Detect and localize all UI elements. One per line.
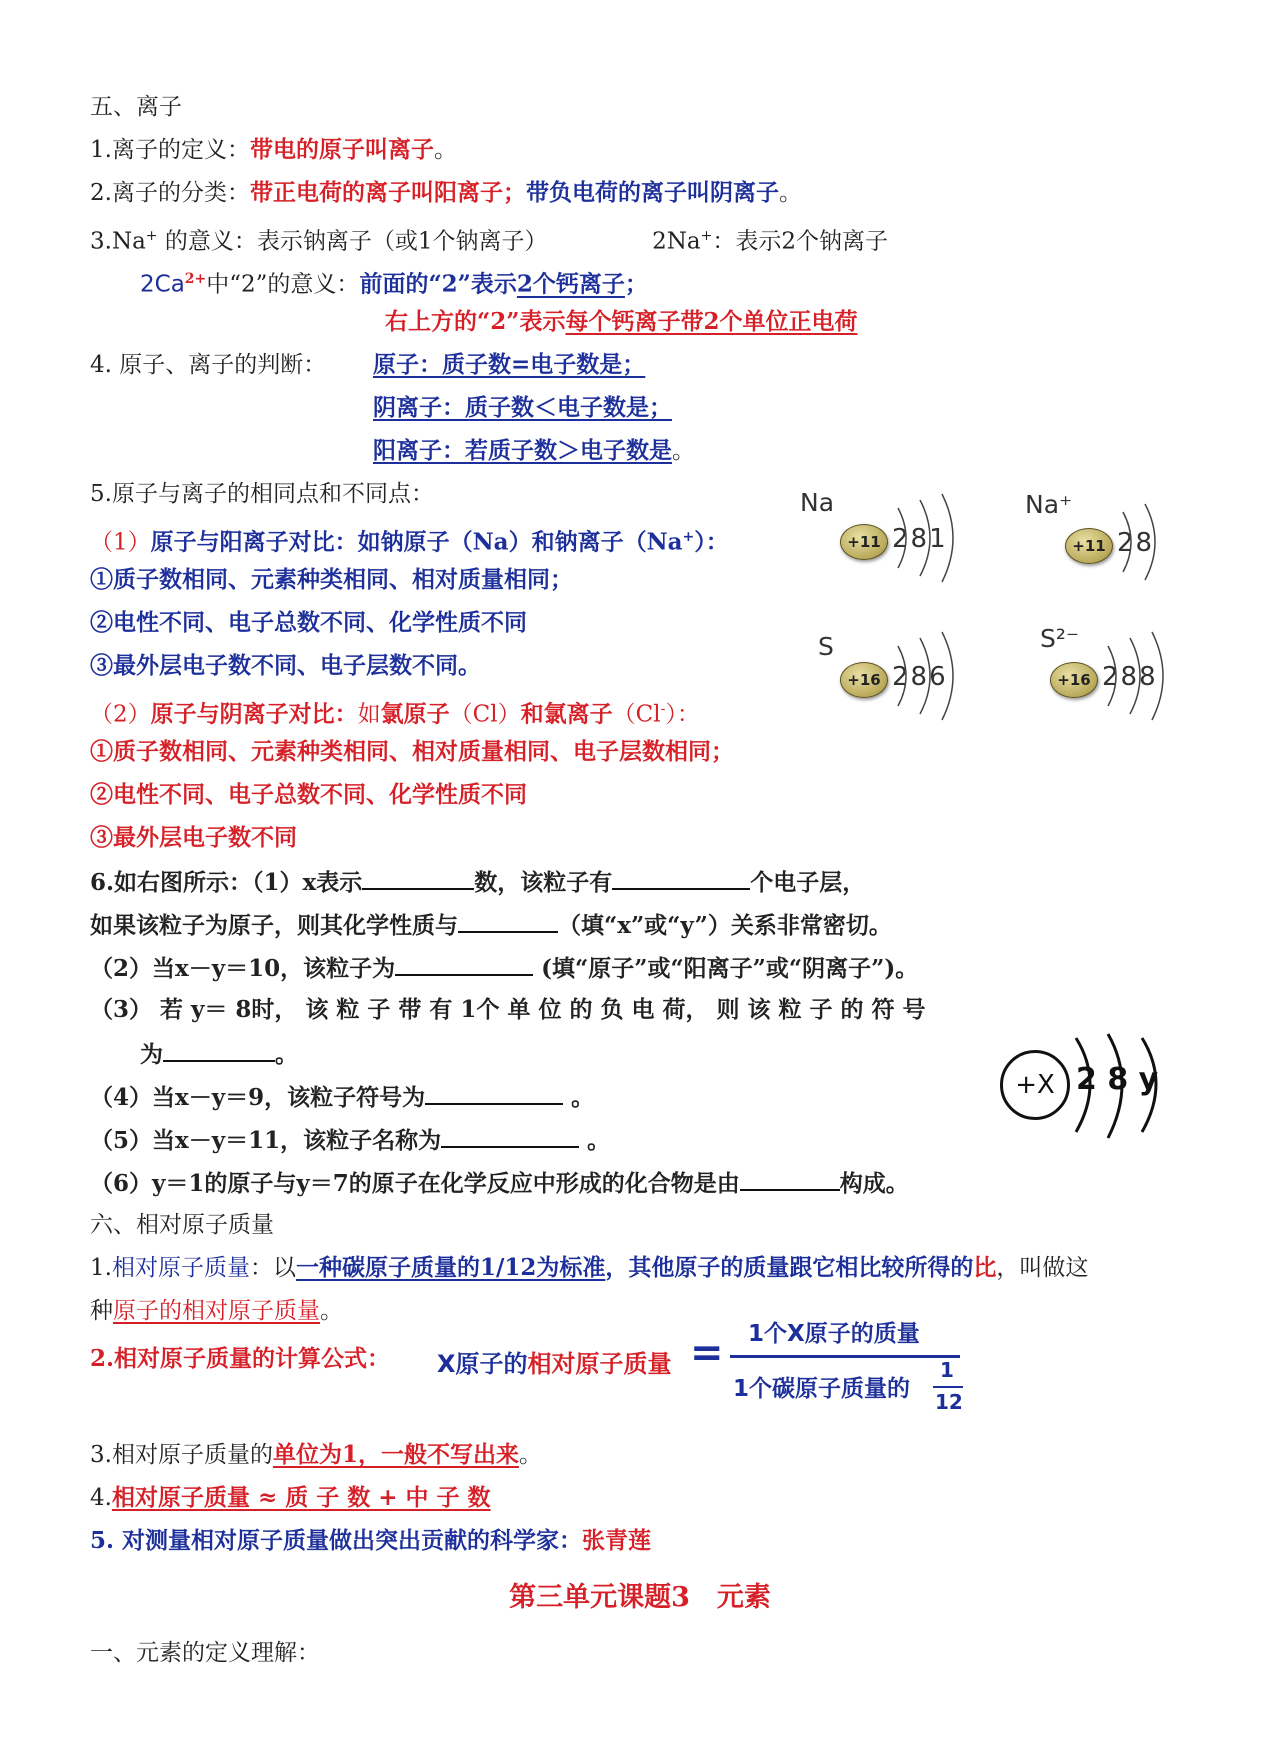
fraction-bar xyxy=(730,1355,960,1358)
particle-structure-diagram xyxy=(990,1028,1190,1148)
electron-shell-arcs xyxy=(1070,1028,1190,1148)
electron-shell-arcs xyxy=(890,622,990,722)
anion-diff-2: ③最外层电子数不同 xyxy=(90,824,297,851)
atom-diagram-s-ion: S²⁻ +16 288 xyxy=(1020,622,1210,722)
section-heading-elements: 一、元素的定义理解： xyxy=(90,1640,320,1666)
anion-same-points: ①质子数相同、元素种类相同、相对质量相同、电子层数相同； xyxy=(90,738,734,765)
judgement-atom: 原子：质子数=电子数是； xyxy=(373,351,646,378)
cation-comparison: （1）原子与阳离子对比：如钠原子（Na）和钠离子（Na+）： xyxy=(90,528,729,556)
electron-shell-arcs xyxy=(1100,622,1200,722)
q6-line-3: （2）当x－y＝10，该粒子为 (填“原子”或“阳离子”或“阴离子”)。 xyxy=(90,952,918,984)
anion-comparison: （2）原子与阴离子对比：如氯原子（Cl）和氯离子（Cl-）： xyxy=(90,700,700,728)
q6-line-8: （6）y＝1的原子与y＝7的原子在化学反应中形成的化合物是由 构成。 xyxy=(90,1167,909,1199)
electron-shell-arcs xyxy=(890,488,990,588)
cation-diff-1: ②电性不同、电子总数不同、化学性质不同 xyxy=(90,609,527,636)
answer-blank[interactable] xyxy=(163,1038,275,1062)
q6-line-1: 6.如右图所示：（1）x表示 数，该粒子有 个电子层， xyxy=(90,866,865,898)
scientist-contribution: 5. 对测量相对原子质量做出突出贡献的科学家：张青莲 xyxy=(90,1527,652,1554)
formula-denominator: 1个碳原子质量的 xyxy=(733,1376,911,1402)
answer-blank[interactable] xyxy=(362,866,474,890)
small-fraction-numerator: 1 xyxy=(940,1358,954,1382)
formula-numerator: 1个X原子的质量 xyxy=(748,1321,920,1347)
answer-blank[interactable] xyxy=(425,1081,563,1105)
q6-line-2: 如果该粒子为原子，则其化学性质与 （填“x”或“y”）关系非常密切。 xyxy=(90,909,892,941)
relative-mass-definition-cont: 种原子的相对原子质量。 xyxy=(90,1298,343,1324)
cation-same-points: ①质子数相同、元素种类相同、相对质量相同； xyxy=(90,566,573,593)
ca-charge-meaning: 右上方的“2”表示每个钙离子带2个单位正电荷 xyxy=(385,308,858,335)
shell-electron-counts: 2 8 y xyxy=(1076,1062,1159,1097)
unit-title: 第三单元课题3 元素 xyxy=(509,1582,771,1613)
relative-mass-definition: 1.相对原子质量：以一种碳原子质量的1/12为标准，其他原子的质量跟它相比较所得的比，叫做这 xyxy=(90,1254,1089,1281)
atom-ion-comparison-heading: 5.原子与离子的相同点和不同点： xyxy=(90,481,434,507)
judgement-cation: 阳离子：若质子数＞电子数是。 xyxy=(373,437,695,464)
answer-blank[interactable] xyxy=(395,952,533,976)
relative-mass-unit: 3.相对原子质量的单位为1，一般不写出来。 xyxy=(90,1441,542,1468)
answer-blank[interactable] xyxy=(441,1124,579,1148)
atom-diagram-na-ion: Na⁺ +11 28 xyxy=(1020,488,1200,588)
atom-diagram-s: S +16 286 xyxy=(795,622,975,722)
q6-line-4: （3） 若 y＝ 8时， 该 粒 子 带 有 1个 单 位 的 负 电 荷， 则 该 粒 子 的 符 号 xyxy=(90,996,926,1023)
atom-ion-judgement: 4. 原子、离子的判断： xyxy=(90,352,327,378)
electron-shell-arcs xyxy=(1115,488,1195,588)
ca-ion-meaning: $2Ca^{2+}$中“2”的意义：前面的“2”表示2个钙离子； xyxy=(140,270,648,298)
relative-mass-approx: 4.相对原子质量 ≈ 质 子 数 + 中 子 数 xyxy=(90,1484,491,1511)
ion-definition: 1.离子的定义：带电的原子叫离子。 xyxy=(90,136,457,163)
section-heading-ions: 五、离子 xyxy=(90,94,182,120)
answer-blank[interactable] xyxy=(612,866,750,890)
answer-blank[interactable] xyxy=(458,909,558,933)
formula-label: 2.相对原子质量的计算公式： xyxy=(90,1345,391,1372)
q6-line-6: （4）当x－y＝9，该粒子符号为 。 xyxy=(90,1081,594,1113)
formula-lhs: X原子的相对原子质量 xyxy=(437,1350,672,1378)
equals-sign: = xyxy=(690,1330,724,1376)
cation-diff-2: ③最外层电子数不同、电子层数不同。 xyxy=(90,652,481,679)
small-fraction-bar xyxy=(933,1386,963,1388)
q6-line-7: （5）当x－y＝11，该粒子名称为 。 xyxy=(90,1124,610,1156)
small-fraction-denominator: 12 xyxy=(935,1390,963,1414)
nucleus-circle: +X xyxy=(1000,1050,1070,1120)
section-heading-relative-mass: 六、相对原子质量 xyxy=(90,1212,274,1238)
ion-classification: 2.离子的分类：带正电荷的离子叫阳离子；带负电荷的离子叫阴离子。 xyxy=(90,179,802,206)
na-ion-meaning: 3.Na+ 的意义：表示钠离子（或1个钠离子） 2Na+：表示2个钠离子 xyxy=(90,228,888,255)
q6-line-5: 为 。 xyxy=(140,1038,298,1070)
anion-diff-1: ②电性不同、电子总数不同、化学性质不同 xyxy=(90,781,527,808)
answer-blank[interactable] xyxy=(740,1167,840,1191)
atom-diagram-na: Na +11 281 xyxy=(795,488,975,588)
judgement-anion: 阴离子：质子数＜电子数是； xyxy=(373,394,672,421)
